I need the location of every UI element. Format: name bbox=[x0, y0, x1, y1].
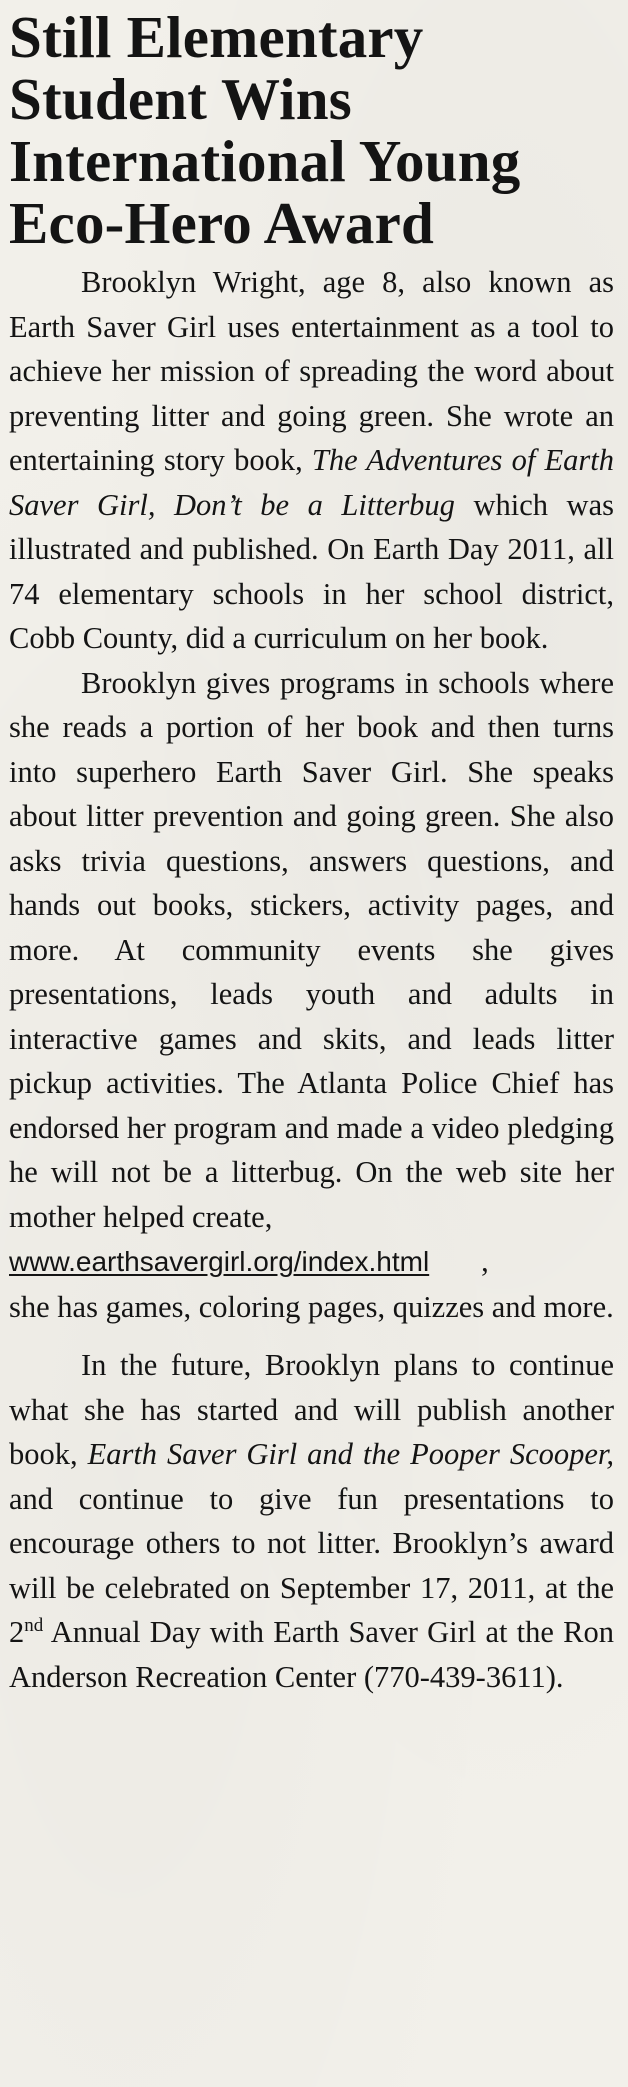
website-line bbox=[9, 1239, 614, 1285]
paragraph-2-text-a: Brooklyn gives programs in schools where she reads a portion of her book and then turns into superhero Earth Saver Girl. She speaks about litter prevention and going green. She also asks trivia questions, answers questions, and hands out books, stickers, activity pages, and more. At community events she gives presentations, leads youth and adults in interactive games and skits, and leads litter pickup activities. The Atlanta Police Chief has endorsed her program and made a video pledging he will not be a litterbug. On the web site her mother helped create, bbox=[9, 665, 614, 1234]
headline-line: Eco-Hero Award bbox=[9, 190, 435, 256]
paragraph-1-text-a: Brooklyn Wright, age 8, also known as Earth Saver Girl uses entertainment as a tool to achieve her mission of spreading the word about preventing litter and going green. She wrote an entertaining story book, bbox=[9, 265, 614, 477]
paragraph-1-text-b: which was illustrated and published. On Earth Day 2011, all 74 elementary schools in her school district, Cobb County, did a curriculum on her book. bbox=[9, 487, 614, 655]
paragraph-3-text-b: and continue to give fun presentations to encourage others to not litter. Brooklyn’s award will be celebrated on September 17, 2011, at the 2 bbox=[9, 1481, 614, 1649]
website-link[interactable]: www.earthsavergirl.org/index.html bbox=[9, 1246, 430, 1277]
ordinal-suffix: nd bbox=[24, 1614, 44, 1636]
paragraph-2-continued bbox=[9, 1285, 614, 1330]
paragraph-3-text-a: In the future, Brooklyn plans to continue what she has started and will publish another book, bbox=[9, 1348, 614, 1471]
headline-line: Still Elementary bbox=[9, 4, 424, 70]
paragraph-2 bbox=[9, 661, 614, 1240]
paragraph-2-text-b: she has games, coloring pages, quizzes and more. bbox=[9, 1289, 614, 1324]
paragraph-3 bbox=[9, 1343, 614, 1699]
headline-line: International Young bbox=[9, 128, 521, 194]
paragraph-3-text-c: Annual Day with Earth Saver Girl at the Ron Anderson Recreation Center (770-439-3611). bbox=[9, 1615, 614, 1694]
headline bbox=[9, 6, 614, 254]
paragraph-1 bbox=[9, 260, 614, 661]
website-comma: , bbox=[481, 1244, 489, 1278]
book-title-1: The Adventures of Earth Saver Girl, Don’t be a Litterbug bbox=[9, 443, 614, 522]
headline-line: Student Wins bbox=[9, 66, 352, 132]
book-title-2: Earth Saver Girl and the Pooper Scooper, bbox=[87, 1437, 615, 1471]
paragraph-gap bbox=[9, 1329, 614, 1343]
